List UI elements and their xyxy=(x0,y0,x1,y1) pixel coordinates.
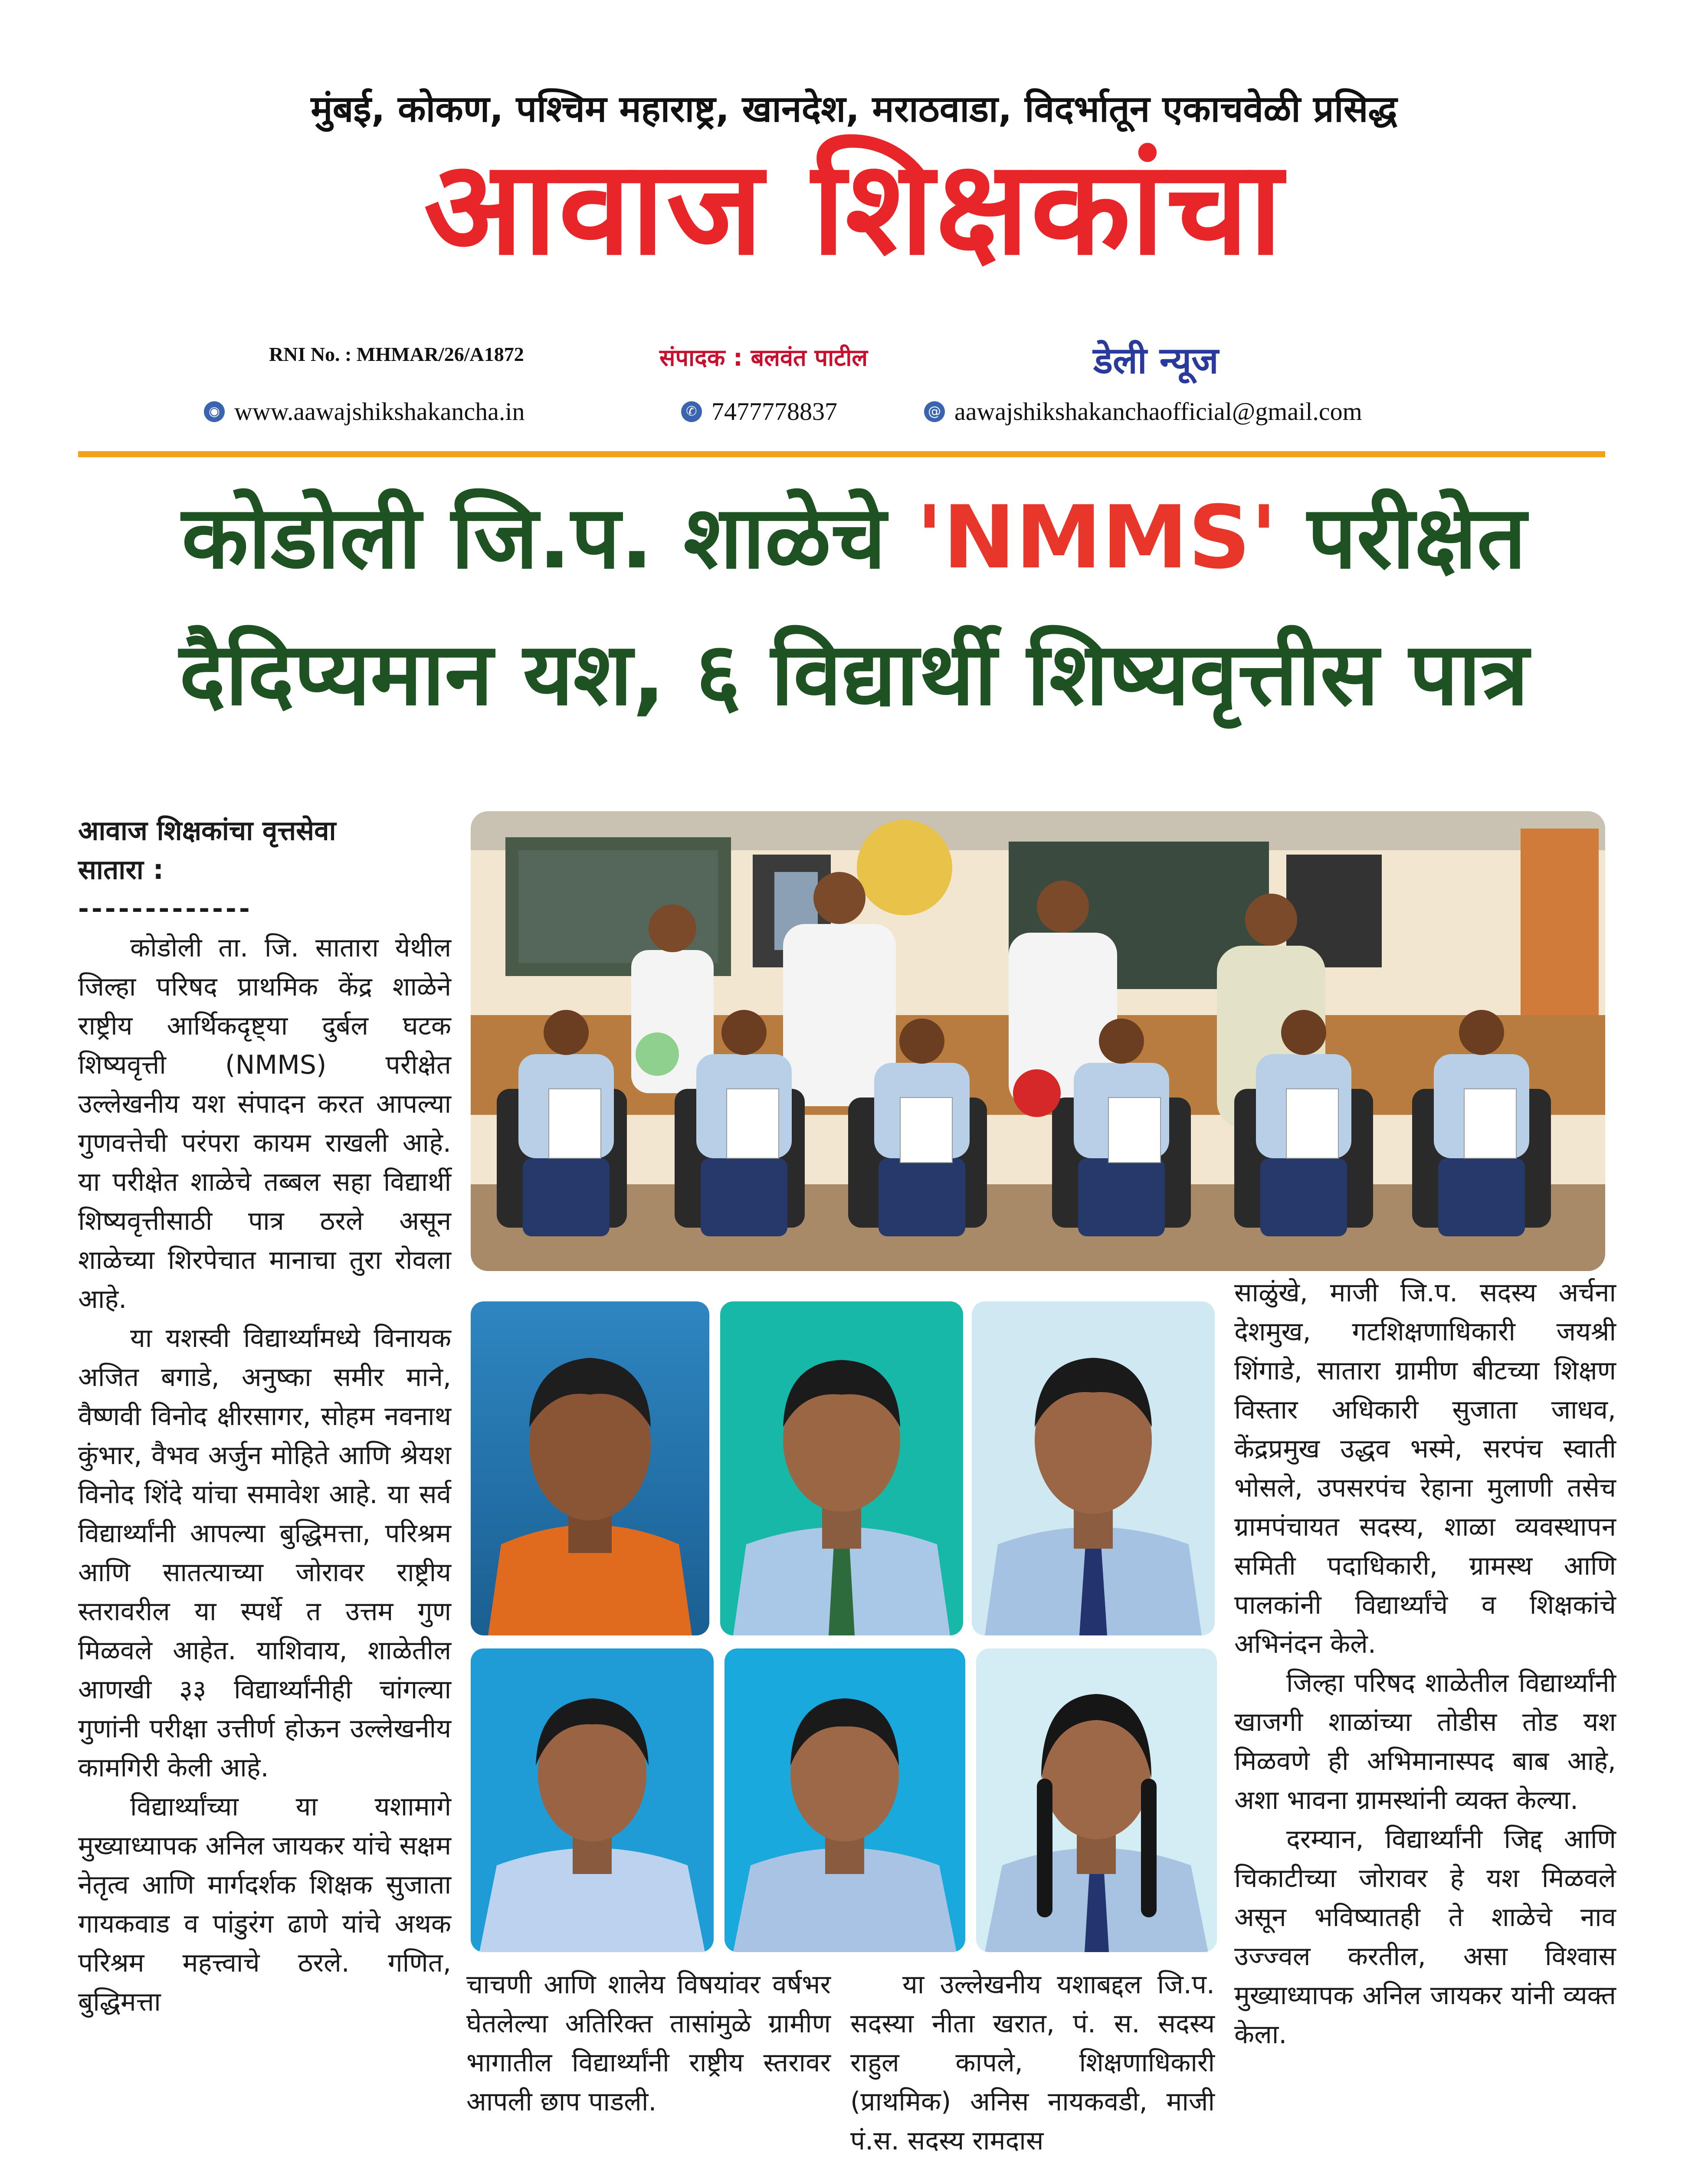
daily-news-label: डेली न्यूज xyxy=(1093,339,1219,382)
headline-part-b: परीक्षेत xyxy=(1277,487,1527,588)
headline-highlight: 'NMMS' xyxy=(916,487,1277,588)
paragraph: दरम्यान, विद्यार्थ्यांनी जिद्द आणि चिकाटीच्या जोरावर हे यश मिळवले असून भविष्यातही ते शाळेचे नाव उज्ज्वल करतील, असा विश्वास मुख्याध्यापक अनिल जायकर यांनी व्यक्त केला. xyxy=(1234,1824,1616,2050)
phone-text[interactable]: 7477778837 xyxy=(711,397,837,426)
student-portrait xyxy=(471,1648,714,1952)
masthead-divider xyxy=(78,451,1605,457)
website-text[interactable]: www.aawajshikshakancha.in xyxy=(234,397,525,426)
article-column-2b xyxy=(850,1965,1215,2160)
headline-part-a: कोडोली जि.प. शाळेचे xyxy=(181,487,916,588)
masthead-tagline: मुंबई, कोकण, पश्चिम महाराष्ट्र, खानदेश, मराठवाडा, विदर्भातून एकाचवेळी प्रसिद्ध xyxy=(311,88,1397,130)
email-text[interactable]: aawajshikshakanchaofficial@gmail.com xyxy=(954,397,1362,426)
paragraph: विद्यार्थ्यांच्या या यशामागे मुख्याध्यापक अनिल जायकर यांचे सक्षम नेतृत्व आणि मार्गदर्शक शिक्षक सुजाता गायकवाड व पांडुरंग ढाणे यांचे अथक परिश्रम महत्त्वाचे ठरले. गणित, बुद्धिमत्ता xyxy=(78,1792,451,2017)
headline-line-2: दैदिप्यमान यश, ६ विद्यार्थी शिष्यवृत्तीस पात्र xyxy=(179,624,1529,725)
paragraph: जिल्हा परिषद शाळेतील विद्यार्थ्यांनी खाजगी शाळांच्या तोडीस तोड यश मिळवणे ही अभिमानास्पद बाब आहे, अशा भावना ग्रामस्थांनी व्यक्त केल्या. xyxy=(1234,1668,1616,1815)
globe-icon: ◉ xyxy=(204,401,225,422)
byline-agency: आवाज शिक्षकांचा वृत्तसेवा xyxy=(78,815,336,846)
email-icon: @ xyxy=(924,401,945,422)
student-portrait xyxy=(725,1648,965,1952)
student-portrait xyxy=(976,1648,1217,1952)
paragraph: या उल्लेखनीय यशाबद्दल जि.प. सदस्या नीता खरात, पं. स. सदस्य राहुल कापले, शिक्षणाधिकारी (प्राथमिक) अनिस नायकवडी, माजी पं.स. सदस्य रामदास xyxy=(850,1969,1215,2156)
paragraph: चाचणी आणि शालेय विषयांवर वर्षभर घेतलेल्या अतिरिक्त तासांमुळे ग्रामीण भागातील विद्यार्थ्यांनी राष्ट्रीय स्तरावर आपली छाप पाडली. xyxy=(466,1969,831,2117)
rni-number: RNI No. : MHMAR/26/A1872 xyxy=(269,343,524,365)
website-contact[interactable] xyxy=(204,397,525,426)
phone-icon: ✆ xyxy=(681,401,702,422)
paragraph: कोडोली ता. जि. सातारा येथील जिल्हा परिषद प्राथमिक केंद्र शाळेने राष्ट्रीय आर्थिकदृष्ट्या दुर्बल घटक शिष्यवृत्ती (NMMS) परीक्षेत उल्लेखनीय यश संपादन करत आपल्या गुणवत्तेची परंपरा कायम राखली आहे. या परीक्षेत शाळेचे तब्बल सहा विद्यार्थी शिष्यवृत्तीसाठी पात्र ठरले असून शाळेच्या शिरपेचात मानाचा तुरा रोवला आहे. xyxy=(78,933,451,1314)
paragraph: या यशस्वी विद्यार्थ्यांमध्ये विनायक अजित बगाडे, अनुष्का समीर माने, वैष्णवी विनोद क्षीरसागर, सोहम नवनाथ कुंभार, वैभव अर्जुन मोहिते आणि श्रेयश विनोद शिंदे यांचा समावेश आहे. या सर्व विद्यार्थ्यांनी आपल्या बुद्धिमत्ता, परिश्रम आणि सातत्याच्या जोरावर राष्ट्रीय स्तरावरील या स्पर्धे त उत्तम गुण मिळवले आहेत. याशिवाय, शाळेतील आणखी ३३ विद्यार्थ्यांनीही चांगल्या गुणांनी परीक्षा उत्तीर्ण होऊन उल्लेखनीय कामगिरी केली आहे. xyxy=(78,1323,451,1783)
student-portrait xyxy=(471,1301,709,1635)
headline-line-1 xyxy=(0,487,1708,588)
byline-place: सातारा : xyxy=(78,854,164,885)
paragraph: साळुंखे, माजी जि.प. सदस्य अर्चना देशमुख, गटशिक्षणाधिकारी जयश्री शिंगाडे, सातारा ग्रामीण बीटच्या शिक्षण विस्तार अधिकारी सुजाता जाधव, केंद्रप्रमुख उद्धव भस्मे, सरपंच स्वाती भोसले, उपसरपंच रेहाना मुलाणी तसेच ग्रामपंचायत सदस्य, शाळा व्यवस्थापन समिती पदाधिकारी, ग्रामस्थ आणि पालकांनी विद्यार्थ्यांचे व शिक्षकांचे अभिनंदन केले. xyxy=(1234,1278,1616,1659)
editor-name: संपादक : बलवंत पाटील xyxy=(659,344,868,371)
phone-contact[interactable] xyxy=(681,397,837,426)
article-column-3 xyxy=(1234,1273,1616,2054)
student-portrait xyxy=(972,1301,1215,1635)
newspaper-title: आवाज शिक्षकांचा xyxy=(423,132,1285,284)
article-column-2a xyxy=(466,1965,831,2121)
email-contact[interactable] xyxy=(924,397,1362,426)
group-photo xyxy=(471,811,1605,1271)
student-portrait xyxy=(720,1301,963,1635)
byline-separator: ------------- xyxy=(78,894,252,924)
article-column-1 xyxy=(78,811,451,2022)
